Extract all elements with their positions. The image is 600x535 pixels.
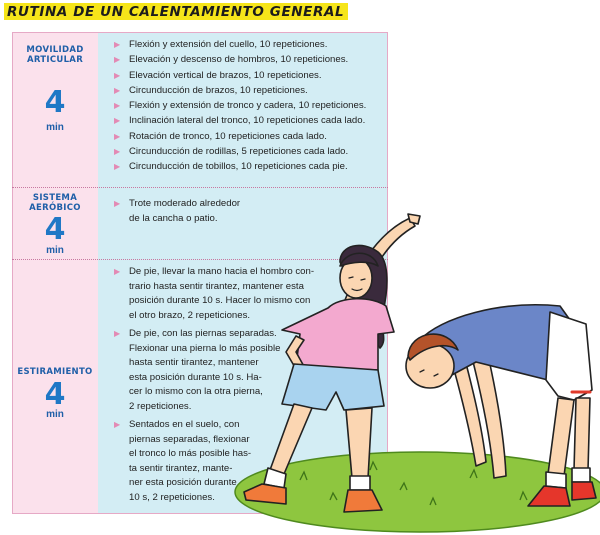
triangle-bullet-icon: ▶ — [114, 199, 121, 208]
item-text-line: de la cancha o patio. — [129, 212, 218, 224]
triangle-bullet-icon: ▶ — [114, 162, 121, 172]
item-text-line: 10 s, 2 repeticiones. — [129, 491, 215, 503]
list-item-text: Circunducción de rodillas, 5 repeticiones cada lado. — [129, 146, 349, 158]
item-text-line: Trote moderado alrededor — [129, 198, 241, 209]
section-unit: min — [46, 409, 64, 420]
list-item-text: Flexión y extensión de tronco y cadera, 10 repeticiones. — [129, 100, 367, 112]
item-text-line: De pie, con las piernas separadas. — [129, 328, 277, 339]
list-item-text: Flexión y extensión del cuello, 10 repeticiones. — [129, 39, 328, 50]
item-text-line: 2 repeticiones. — [129, 400, 192, 412]
section-title-line: MOVILIDAD — [26, 45, 84, 55]
item-text-line: hasta sentir tirantez, mantener — [129, 357, 259, 369]
section-minutes: 4 — [44, 212, 66, 247]
triangle-bullet-icon: ▶ — [114, 147, 121, 157]
item-text-line: esta posición durante 10 s. Ha- — [129, 371, 262, 383]
triangle-bullet-icon: ▶ — [114, 329, 121, 338]
triangle-bullet-icon: ▶ — [114, 40, 121, 49]
triangle-bullet-icon: ▶ — [114, 101, 121, 111]
list-item-text: Circunducción de brazos, 10 repeticiones. — [129, 84, 308, 96]
item-text-line: el tronco lo más posible has- — [129, 448, 252, 460]
list-item-text: Elevación y descenso de hombros, 10 repeticiones. — [129, 54, 349, 66]
item-text-line: Flexionar una pierna lo más posible — [129, 342, 281, 354]
section-title-line: AERÓBICO — [29, 203, 81, 213]
item-text-line: Sentados en el suelo, con — [129, 419, 240, 430]
item-text-line: ner esta posición durante — [129, 477, 237, 489]
triangle-bullet-icon: ▶ — [114, 267, 121, 276]
list-item-text: Elevación vertical de brazos, 10 repeticiones. — [129, 69, 322, 81]
section-title-line: ARTICULAR — [26, 55, 84, 65]
triangle-bullet-icon: ▶ — [114, 85, 121, 95]
section-minutes: 4 — [44, 377, 66, 412]
item-text-line: trario hasta sentir tirantez, mantener esta — [129, 280, 304, 292]
item-text-line: piernas separadas, flexionar — [129, 433, 250, 445]
section-minutes: 4 — [44, 85, 66, 120]
item-text-line: ta sentir tirantez, mante- — [129, 462, 233, 474]
triangle-bullet-icon: ▶ — [114, 70, 121, 80]
section-unit: min — [46, 122, 64, 133]
section-title-line: SISTEMA — [32, 193, 78, 203]
item-text-line: posición durante 10 s. Hacer lo mismo con — [129, 295, 311, 307]
triangle-bullet-icon: ▶ — [114, 420, 121, 429]
page-title: RUTINA DE UN CALENTAMIENTO GENERAL — [4, 3, 348, 20]
section-unit: min — [46, 245, 64, 256]
triangle-bullet-icon: ▶ — [114, 131, 121, 141]
item-text-line: De pie, llevar la mano hacia el hombro con- — [129, 266, 315, 277]
list-item-text: Circunducción de tobillos, 10 repeticiones cada pie. — [129, 161, 348, 173]
triangle-bullet-icon: ▶ — [114, 55, 121, 65]
list-item-text: Inclinación lateral del tronco, 10 repeticiones cada lado. — [129, 115, 366, 127]
item-text-line: cer lo mismo con la otra pierna, — [129, 386, 263, 398]
list-item-text: Rotación de tronco, 10 repeticiones cada lado. — [129, 130, 327, 142]
section-title-line: ESTIRAMIENTO — [17, 367, 93, 377]
triangle-bullet-icon: ▶ — [114, 116, 121, 126]
item-text-line: el otro brazo, 2 repeticiones. — [129, 309, 251, 321]
